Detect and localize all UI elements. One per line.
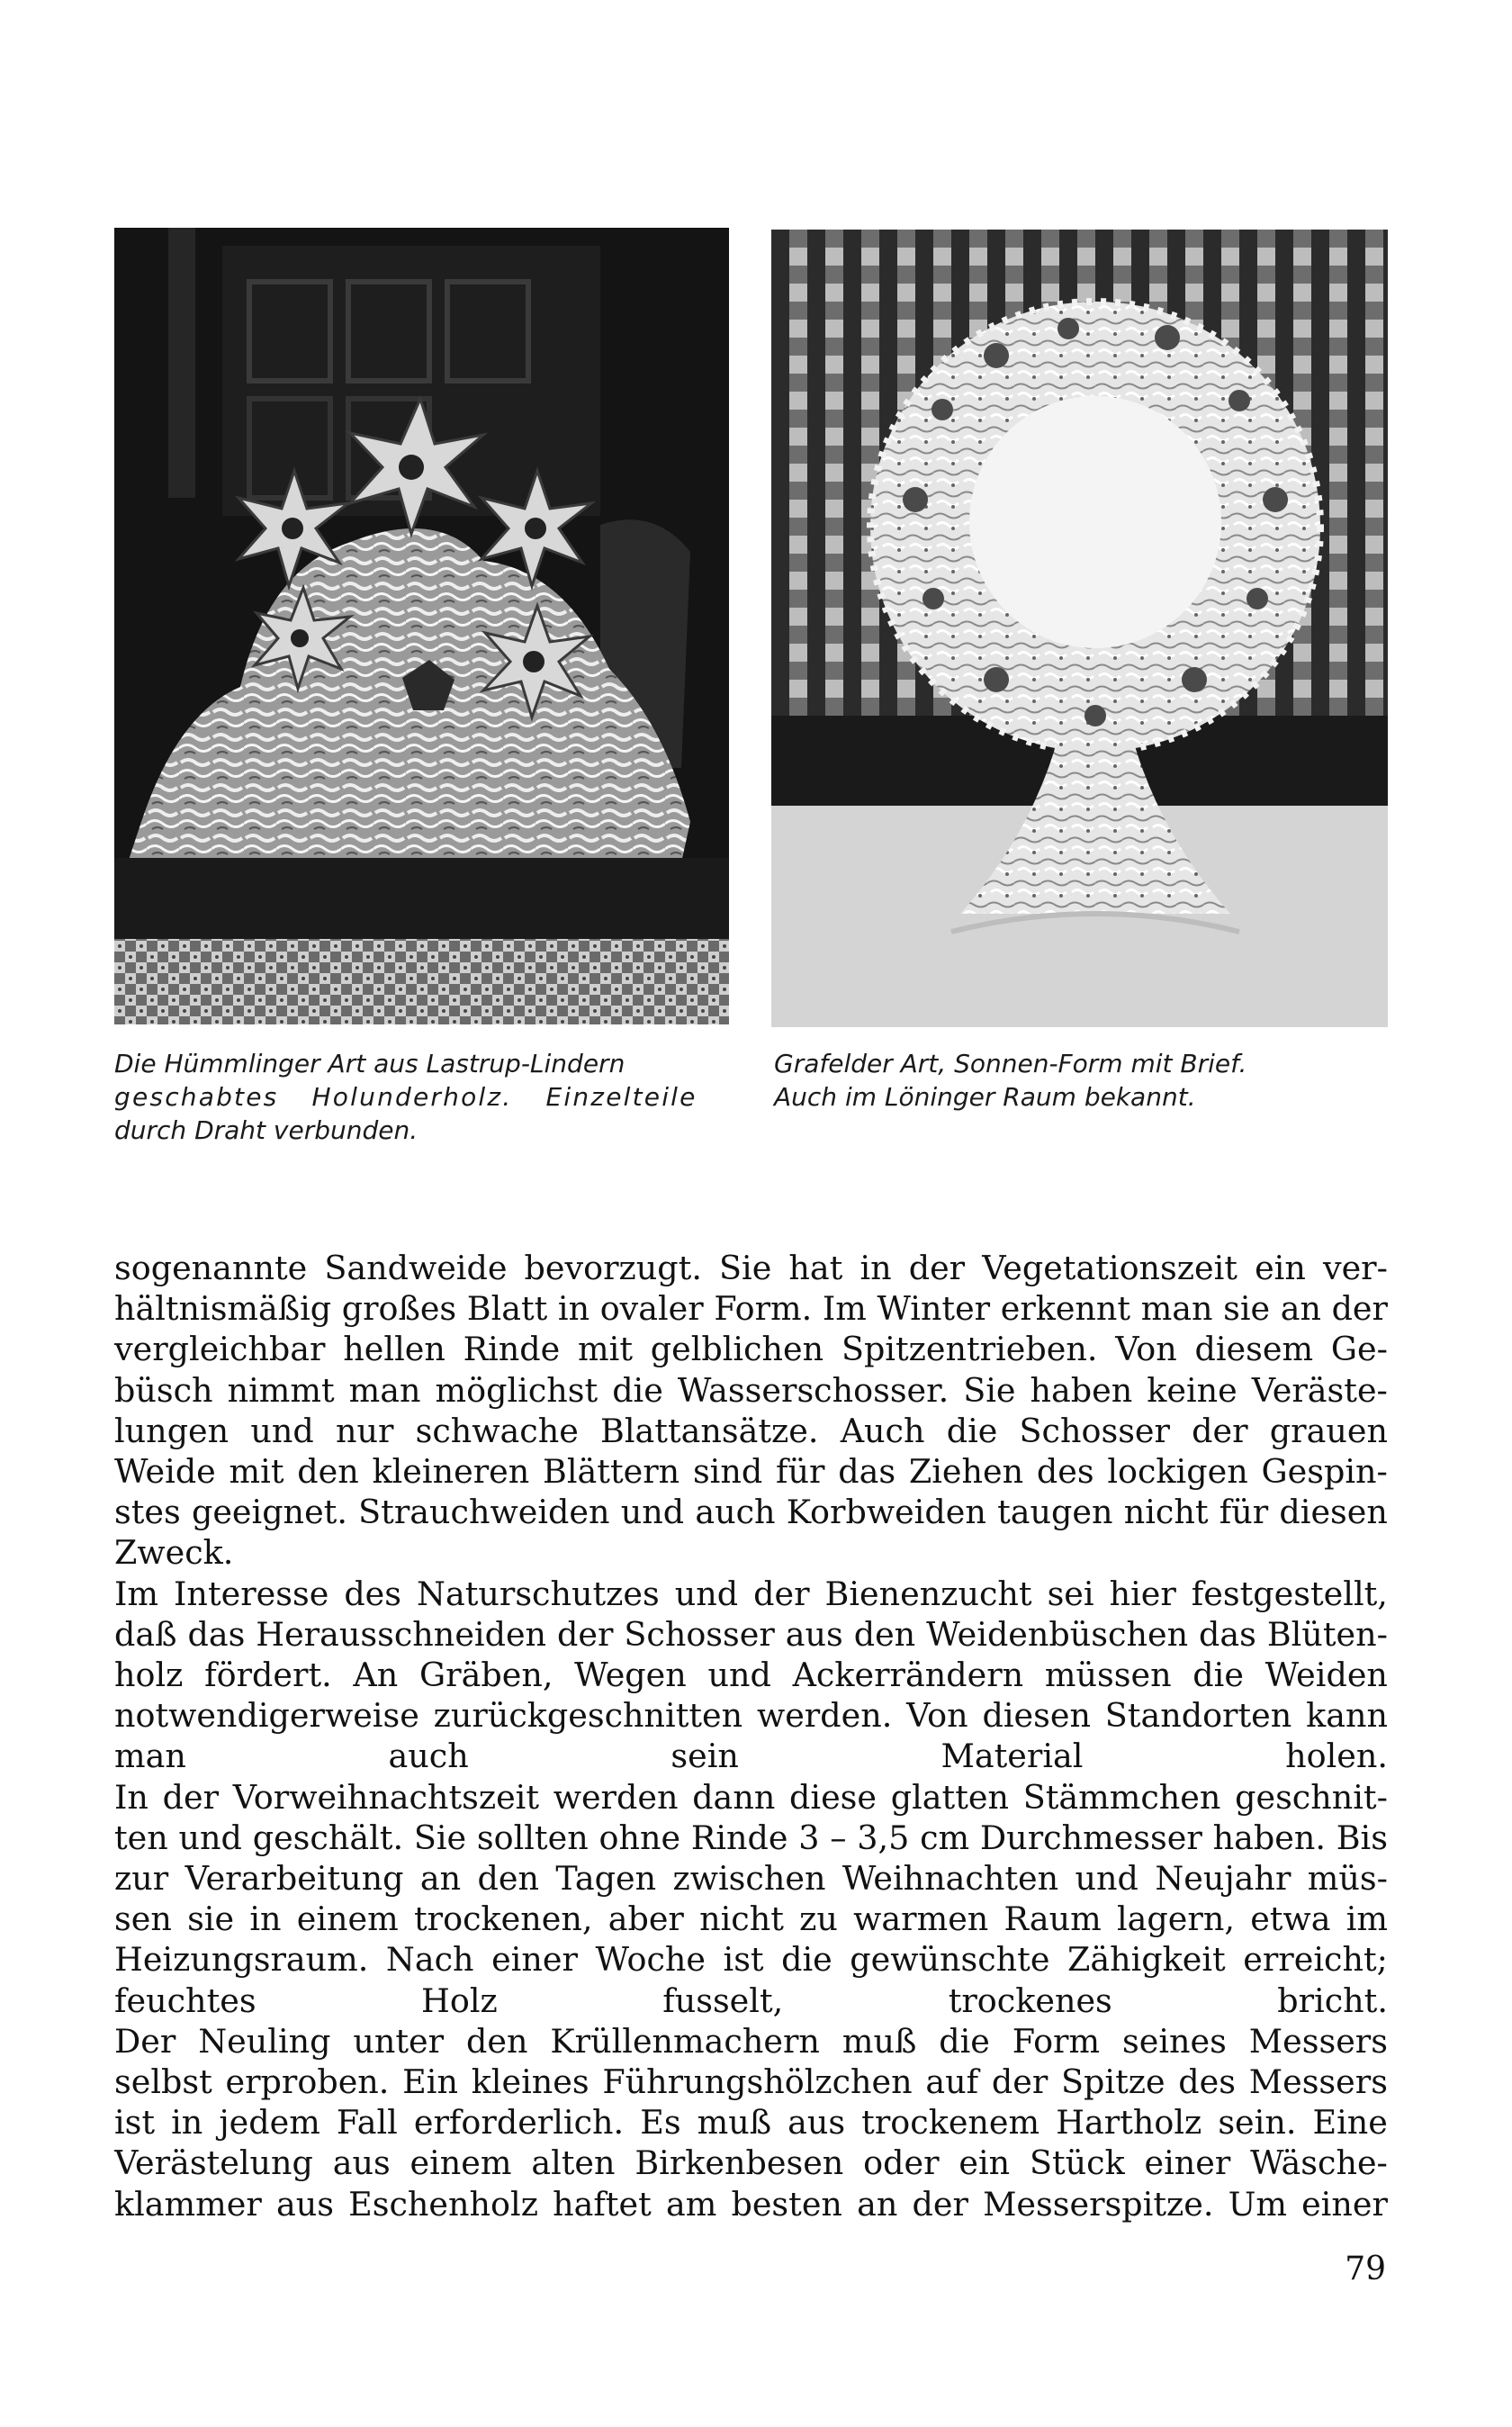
text-word: bricht. [1277, 1980, 1388, 2020]
text-word: Eschenholz [348, 2184, 538, 2224]
text-word: trockenes [948, 1980, 1112, 2020]
text-word: sie [187, 1899, 235, 1939]
text-word: Naturschutzes [417, 1574, 660, 1613]
text-word: Ziehen [908, 1452, 1024, 1492]
text-word: muß [842, 2021, 917, 2061]
text-line [114, 1329, 1388, 1369]
text-word: am [665, 2184, 717, 2224]
text-word: für [775, 1452, 825, 1492]
text-word: taugen [997, 1493, 1113, 1532]
text-word: Herausschneiden [256, 1614, 547, 1654]
text-word: einem [410, 2143, 512, 2183]
caption-grafelder-art [774, 1047, 1388, 1114]
text-word: 3,5 [857, 1818, 910, 1857]
text-word: an [857, 2184, 898, 2224]
text-word: Von [906, 1696, 968, 1736]
text-word: Ge- [1330, 1330, 1388, 1369]
text-word: ohne [598, 1818, 681, 1857]
text-word: ovaler [599, 1289, 704, 1329]
text-word: Vegetationszeit [982, 1249, 1238, 1287]
text-word: Neuling [198, 2021, 331, 2061]
text-word: glatten [890, 1777, 1009, 1817]
text-word: Eine [1312, 2103, 1388, 2143]
text-line [114, 2021, 1388, 2062]
text-word: nicht [699, 1899, 784, 1939]
text-word: Im [114, 1574, 159, 1613]
text-word: lungen [114, 1411, 230, 1450]
caption-line: geschabtes Holunderholz. Einzelteile [114, 1082, 698, 1112]
text-word: nimmt [227, 1370, 335, 1410]
text-word: Durchmesser [979, 1818, 1202, 1857]
text-line [114, 2062, 1388, 2102]
text-word: Tagen [555, 1859, 657, 1899]
text-word: ist [114, 2103, 156, 2143]
text-word: die [946, 1411, 998, 1450]
text-word: und [178, 1818, 242, 1857]
text-word: Hartholz [1056, 2103, 1202, 2143]
text-word: Sandweide [324, 1249, 508, 1287]
text-word: den [297, 1452, 359, 1492]
text-word: büsch [114, 1370, 213, 1410]
text-word: fördert. [204, 1656, 332, 1695]
text-word: Blüten- [1266, 1614, 1388, 1654]
text-word: Neujahr [1155, 1859, 1292, 1899]
text-word: festgestellt, [1191, 1574, 1388, 1613]
text-word: einer [491, 1940, 578, 1980]
text-word: Schosser [624, 1614, 775, 1654]
text-word: der [908, 1249, 966, 1287]
text-word: Messerspitze. [983, 2184, 1214, 2224]
text-word: für [1219, 1493, 1269, 1532]
text-word: des [344, 1574, 402, 1613]
caption-line: Grafelder Art, Sonnen-Form mit Brief. [774, 1049, 1247, 1078]
text-word: Interesse [174, 1574, 329, 1613]
text-word: Material [940, 1737, 1084, 1776]
text-line [114, 1492, 1388, 1532]
text-word: oder [863, 2143, 940, 2183]
text-word: in [249, 1899, 282, 1939]
text-word: diesem [1194, 1330, 1314, 1369]
text-word: erproben. [225, 2062, 390, 2102]
text-word: haben [1030, 1370, 1133, 1410]
text-word: cm [920, 1818, 970, 1857]
text-word: Form. [714, 1289, 813, 1329]
text-word: und [707, 1656, 771, 1695]
text-word: kann [1306, 1696, 1388, 1736]
photo-grafelder-art-image [771, 230, 1388, 1027]
text-word: aus [785, 1614, 843, 1654]
text-word: möglichst [435, 1370, 598, 1410]
text-word: und [1075, 1859, 1138, 1899]
text-word: der [162, 1777, 220, 1817]
text-word: Spitze [1061, 2062, 1166, 2102]
text-word: mit [578, 1330, 633, 1369]
text-word: Im [822, 1289, 867, 1329]
text-word: Stück [1029, 2143, 1125, 2183]
text-word: In [114, 1777, 148, 1817]
text-word: der [753, 1574, 810, 1613]
text-word: und [674, 1574, 739, 1613]
text-word: Blatt [466, 1289, 548, 1329]
text-line [114, 1695, 1388, 1736]
text-word: in [171, 2103, 203, 2143]
text-word: man [1140, 1289, 1213, 1329]
text-word: und [250, 1411, 314, 1450]
text-word: an [1280, 1289, 1321, 1329]
text-word: Weidenbüschen [926, 1614, 1189, 1654]
text-word: Blattansätze. [600, 1411, 819, 1450]
caption-line: Auch im Löninger Raum bekannt. [774, 1082, 1196, 1112]
text-word: trockenem [861, 2103, 1040, 2143]
text-line [114, 2102, 1388, 2143]
text-word: des [1178, 2062, 1236, 2102]
text-word: des [1036, 1452, 1094, 1492]
text-word: sind [692, 1452, 763, 1492]
text-word: einer [1301, 2184, 1388, 2224]
text-word: Messers [1248, 2021, 1388, 2061]
text-word: Krüllenmachern [550, 2021, 820, 2061]
text-word: Sie [413, 1818, 467, 1857]
text-word: Blättern [543, 1452, 680, 1492]
photo-huemmlinger-art-image [114, 228, 729, 1024]
text-word: Um [1228, 2184, 1287, 2224]
text-word: den [853, 1614, 916, 1654]
text-line [114, 2184, 1388, 2224]
text-word: – [830, 1818, 847, 1857]
text-word: großes [341, 1289, 457, 1329]
text-word: Veräste- [1251, 1370, 1388, 1410]
text-word: Ein [402, 2062, 458, 2102]
text-word: der [991, 2062, 1048, 2102]
text-word: lockigen [1107, 1452, 1248, 1492]
text-word: erforderlich. [413, 2103, 625, 2143]
text-word: aus [788, 2103, 846, 2143]
text-word: Weihnachten [842, 1859, 1059, 1899]
text-word: Holz [421, 1980, 498, 2020]
text-word: den [477, 1859, 540, 1899]
text-word: Fall [336, 2103, 398, 2143]
text-word: das [187, 1614, 246, 1654]
text-word: Form [1012, 2021, 1101, 2061]
text-word: kleineren [372, 1452, 530, 1492]
text-word: auf [925, 2062, 979, 2102]
text-word: Nach [385, 1940, 474, 1980]
text-word: haben. [1212, 1818, 1326, 1857]
text-word: Sie [963, 1370, 1016, 1410]
text-word: diesen [982, 1696, 1091, 1736]
text-word: Es [640, 2103, 681, 2143]
text-word: Wäsche- [1250, 2143, 1388, 2183]
text-word: Weide [114, 1452, 216, 1492]
text-word: Heizungsraum. [114, 1940, 369, 1980]
text-word: klammer [114, 2184, 262, 2224]
text-word: jedem [219, 2103, 320, 2143]
text-word: haftet [553, 2184, 652, 2224]
text-word: gewünschte [850, 1940, 1050, 1980]
text-word: erkennt [1000, 1289, 1131, 1329]
text-word: Wegen [574, 1656, 687, 1695]
text-word: besten [731, 2184, 842, 2224]
text-word: hier [1109, 1574, 1176, 1613]
text-word: muß [697, 2103, 772, 2143]
text-word: hat [788, 1249, 843, 1287]
text-word: in [557, 1289, 590, 1329]
text-word: aus [332, 2143, 391, 2183]
text-line [114, 1288, 1388, 1329]
text-word: der [1331, 1289, 1388, 1329]
text-word: stes [114, 1493, 181, 1532]
text-word: der [912, 2184, 968, 2224]
text-word: zurückgeschnitten [433, 1696, 743, 1736]
text-word: diese [789, 1777, 878, 1817]
text-word: Verästelung [114, 2143, 313, 2183]
text-word: Stämmchen [1022, 1777, 1221, 1817]
text-word: holz [114, 1656, 184, 1695]
text-word: das [1199, 1614, 1256, 1654]
text-word: Messers [1248, 2062, 1388, 2102]
text-line [114, 1614, 1388, 1655]
page-number: 79 [1345, 2251, 1386, 2287]
text-word: man [114, 1737, 186, 1776]
text-word: die [1192, 1656, 1244, 1695]
text-word: dann [692, 1777, 776, 1817]
text-word: unter [353, 2021, 445, 2061]
text-word: kleines [471, 2062, 590, 2102]
text-word: Winter [877, 1289, 991, 1329]
text-word: werden. [756, 1696, 893, 1736]
text-word: Weiden [1264, 1656, 1388, 1695]
text-word: Vorweihnachtszeit [232, 1777, 540, 1817]
text-word: die [939, 2021, 990, 2061]
text-word: der [1192, 1411, 1248, 1450]
text-line [114, 1736, 1388, 1776]
text-word: Bienenzucht [824, 1574, 1032, 1613]
text-word: auch [695, 1493, 776, 1532]
text-word: nur [335, 1411, 394, 1450]
text-word: sollten [476, 1818, 589, 1857]
text-word: Verarbeitung [184, 1859, 404, 1899]
text-word: sen [114, 1899, 172, 1939]
text-line [114, 1980, 1388, 2021]
text-word: daß [114, 1614, 177, 1654]
text-word: grauen [1269, 1411, 1388, 1450]
text-word: sei [1047, 1574, 1094, 1613]
text-word: feuchtes [114, 1980, 256, 2020]
text-word: einer [1144, 2143, 1231, 2183]
text-word: mit [229, 1452, 284, 1492]
text-word: Der [114, 2021, 176, 2061]
text-line [114, 1939, 1388, 1980]
text-word: den [466, 2021, 528, 2061]
text-word: geschnit- [1235, 1777, 1388, 1817]
text-word: sein [670, 1737, 739, 1776]
text-word: seines [1122, 2021, 1227, 2061]
text-word: Bis [1336, 1818, 1388, 1857]
text-line: Zweck. [114, 1533, 234, 1573]
text-word: sogenannte [114, 1249, 308, 1287]
text-word: keine [1147, 1370, 1238, 1410]
text-word: Auch [840, 1411, 925, 1450]
text-word: 3 [798, 1818, 820, 1857]
text-word: diesen [1279, 1493, 1388, 1532]
text-word: auch [388, 1737, 469, 1776]
caption-huemmlinger-art [114, 1047, 729, 1147]
text-word: ist [723, 1940, 764, 1980]
text-line [114, 1818, 1388, 1858]
text-word: Rinde [690, 1818, 788, 1857]
text-word: ein [1255, 1249, 1306, 1287]
caption-line: durch Draht verbunden. [114, 1115, 418, 1145]
text-word: zu [799, 1899, 838, 1939]
text-word: zur [114, 1859, 169, 1899]
text-word: müssen [1044, 1656, 1172, 1695]
text-line [114, 1899, 1388, 1939]
text-word: bevorzugt. [524, 1249, 702, 1287]
text-word: gelblichen [650, 1330, 824, 1369]
text-word: Strauchweiden [358, 1493, 610, 1532]
text-line [114, 1248, 1388, 1288]
text-word: das [838, 1452, 896, 1492]
text-word: Birkenbesen [634, 2143, 844, 2183]
text-word: etwa [1250, 1899, 1331, 1939]
text-word: im [1346, 1899, 1388, 1939]
text-word: geeignet. [191, 1493, 347, 1532]
text-word: erreicht; [1243, 1940, 1388, 1980]
text-line [114, 1858, 1388, 1899]
text-word: Ackerrändern [792, 1656, 1024, 1695]
text-word: Schosser [1019, 1411, 1170, 1450]
text-word: aus [275, 2184, 334, 2224]
text-word: Von [1115, 1330, 1177, 1369]
text-line [114, 1777, 1388, 1818]
text-word: notwendigerweise [114, 1696, 419, 1736]
text-line [114, 1370, 1388, 1411]
text-line [114, 1451, 1388, 1492]
text-word: Sie [719, 1249, 772, 1287]
body-text [114, 1248, 1388, 2224]
text-word: Führungshölzchen [602, 2062, 913, 2102]
text-word: Gräben, [419, 1656, 554, 1695]
text-word: geschält. [252, 1818, 404, 1857]
text-word: vergleichbar [114, 1330, 326, 1369]
text-word: an [419, 1859, 462, 1899]
text-word: Wasserschosser. [677, 1370, 950, 1410]
text-word: Rinde [463, 1330, 561, 1369]
photo-huemmlinger-art [114, 228, 729, 1024]
text-line [114, 1655, 1388, 1695]
text-word: Standorten [1104, 1696, 1292, 1736]
text-word: aber [608, 1899, 684, 1939]
text-word: ver- [1322, 1249, 1388, 1287]
caption-line: Die Hümmlinger Art aus Lastrup-Lindern [114, 1049, 626, 1078]
text-word: holen. [1285, 1737, 1388, 1776]
text-word: hellen [343, 1330, 446, 1369]
text-word: nicht [1123, 1493, 1209, 1532]
text-word: sein. [1218, 2103, 1297, 2143]
text-word: hältnismäßig [114, 1289, 332, 1329]
text-word: An [353, 1656, 399, 1695]
text-line [114, 1574, 1388, 1614]
text-word: trockenen, [413, 1899, 593, 1939]
text-word: lagern, [1116, 1899, 1235, 1939]
text-word: schwache [415, 1411, 579, 1450]
photo-grafelder-art [771, 230, 1388, 1027]
text-word: die [612, 1370, 663, 1410]
text-word: sie [1223, 1289, 1271, 1329]
text-word: der [557, 1614, 614, 1654]
text-word: werden [553, 1777, 679, 1817]
text-word: Woche [595, 1940, 706, 1980]
text-word: und [620, 1493, 685, 1532]
text-word: alten [531, 2143, 616, 2183]
text-word: die [781, 1940, 832, 1980]
text-word: zwischen [672, 1859, 826, 1899]
text-word: einem [296, 1899, 399, 1939]
text-line [114, 2143, 1388, 2183]
text-word: Korbweiden [786, 1493, 986, 1532]
text-word: Gespin- [1261, 1452, 1388, 1492]
text-word: Zähigkeit [1066, 1940, 1226, 1980]
text-word: fusselt, [662, 1980, 784, 2020]
text-word: selbst [114, 2062, 212, 2102]
text-line [114, 1411, 1388, 1451]
text-word: man [348, 1370, 421, 1410]
text-word: warmen [853, 1899, 989, 1939]
text-word: ten [114, 1818, 168, 1857]
text-word: Spitzentrieben. [841, 1330, 1098, 1369]
text-word: müs- [1307, 1859, 1388, 1899]
text-word: ein [958, 2143, 1011, 2183]
text-word: Raum [1004, 1899, 1102, 1939]
text-word: in [860, 1249, 892, 1287]
